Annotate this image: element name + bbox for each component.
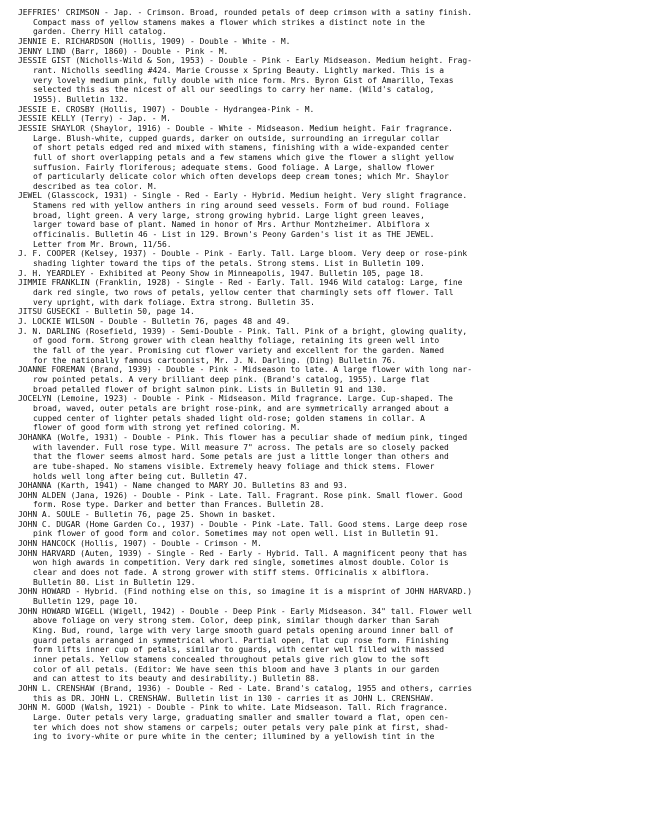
catalog-entry [18,191,644,249]
entry-first-line: J. LOCKIE WILSON - Double - Bulletin 76, pages 48 and 49. [18,317,291,326]
entry-continuation-line: won high awards in competition. Very dark red single, sometimes almost double. Color is [33,558,449,568]
entry-first-line: JESSIE SHAYLOR (Shaylor, 1916) - Double - White - Midseason. Medium height. Fair fragrance. [18,123,453,133]
entry-continuation-line: of short petals edged red and mixed with stamens, finishing with a wide-expanded center [33,143,449,153]
catalog-entry [18,394,644,433]
entry-first-line: JEWEL (Glasscock, 1931) - Single - Red - Early - Hybrid. Medium height. Very slight fragrance. [18,191,468,201]
catalog-entry [18,703,644,742]
catalog-entry [18,269,644,279]
entry-continuation-line: and can attest to its beauty and desirability.) Bulletin 88. [33,674,320,684]
entry-first-line: JITSU GUSECKI - Bulletin 50, page 14. [18,307,195,317]
entry-continuation-line: color of all petals. (Editor: We have seen this bloom and have 3 plants in our garden [33,664,440,674]
entry-first-line: JIMMIE FRANKLIN (Franklin, 1928) - Single - Red - Early. Tall. 1946 Wild catalog: Large, fine [18,278,463,288]
catalog-entry [18,249,644,268]
entry-first-line: JOHANNA (Karth, 1941) - Name changed to MARY JO. Bulletins 83 and 93. [18,481,348,491]
entry-continuation-line: selected this as the nicest of all our seedlings to carry her name. (Wild's catalog, [33,85,435,95]
catalog-entry [18,56,644,104]
entry-first-line: J. F. COOPER (Kelsey, 1937) - Double - Pink - Early. Tall. Large bloom. Very deep or rose-pink [18,249,468,259]
entry-continuation-line: Bulletin 80. List in Bulletin 129. [33,577,196,587]
entry-first-line: JESSIE E. CROSBY (Hollis, 1907) - Double - Hydrangea-Pink - M. [18,104,315,114]
entry-continuation-line: broad, waved, outer petals are bright rose-pink, and are symmetrically arranged about a [33,403,449,413]
entry-continuation-line: larger toward base of plant. Named in honor of Mrs. Arthur Montzheimer. Albiflora x [33,220,430,230]
entry-continuation-line: Compact mass of yellow stamens makes a flower which strikes a distinct note in the [33,17,425,27]
catalog-entry [18,684,644,703]
entry-first-line: J. H. YEARDLEY - Exhibited at Peony Show in Minneapolis, 1947. Bulletin 105, page 18. [18,268,425,278]
entry-continuation-line: Large. Blush-white, cupped guards, darker on outside, surrounding an irregular collar [33,133,440,143]
entry-first-line: JOHN M. GOOD (Walsh, 1921) - Double - Pink to white. Late Midseason. Tall. Rich fragrance. [18,703,449,713]
entry-continuation-line: very upright, with dark foliage. Extra strong. Bulletin 35. [33,297,315,307]
entry-continuation-line: clear and does not fade. A strong grower with stiff stems. Officinalis x albiflora. [33,568,430,578]
entry-continuation-line: garden. Cherry Hill catalog. [33,27,167,37]
entry-continuation-line: form. Rose type. Darker and better than Frances. Bulletin 28. [33,500,325,510]
entry-continuation-line: pink flower of good form and color. Sometimes may not open well. List in Bulletin 91. [33,529,440,539]
catalog-entry [18,124,644,192]
catalog-entry [18,47,644,57]
entry-continuation-line: Large. Outer petals very large, graduating smaller and smaller toward a flat, open cen- [33,712,449,722]
entry-continuation-line: very lovely medium pink, fully double with nice form. Mrs. Byron Gist of Amarillo, Texas [33,75,454,85]
entry-first-line: JOANNE FOREMAN (Brand, 1939) - Double - Pink - Midseason to late. A large flower with long nar- [18,365,472,375]
entry-first-line: JOHN HOWARD WIGELL (Wigell, 1942) - Double - Deep Pink - Early Midseason. 34" tall. Flower well [18,606,472,616]
entry-continuation-line: are tube-shaped. No stamens visible. Extremely heavy foliage and thick stems. Flower [33,461,435,471]
catalog-entry [18,365,644,394]
entry-first-line: JOHN L. CRENSHAW (Brand, 1936) - Double - Red - Late. Brand's catalog, 1955 and others, carries [18,683,472,693]
entry-first-line: JESSIE KELLY (Terry) - Jap. - M. [18,114,171,124]
entry-first-line: JOHN ALDEN (Jana, 1926) - Double - Pink - Late. Tall. Fragrant. Rose pink. Small flower. Good [18,490,463,500]
entry-continuation-line: for the nationally famous cartoonist, Mr. J. N. Darling. (Ding) Bulletin 76. [33,355,397,365]
entry-continuation-line: broad, light green. A very large, strong growing hybrid. Large light green leaves, [33,210,425,220]
catalog-entry [18,278,644,307]
entry-first-line: JOHN C. DUGAR (Home Garden Co., 1937) - Double - Pink -Late. Tall. Good stems. Large deep rose [18,519,468,529]
entry-first-line: JOHN A. SOULE - Bulletin 76, page 25. Shown in basket. [18,510,277,520]
catalog-entry [18,539,644,549]
entry-continuation-line: King. Bud, round, large with very large smooth guard petals opening around inner ball of [33,626,454,635]
entry-continuation-line: guard petals arranged in symmetrical whorl. Partial open, flat cup rose form. Finishing [33,635,449,645]
entry-first-line: JENNIE E. RICHARDSON (Hollis, 1909) - Double - White - M. [18,36,291,46]
entry-continuation-line: broad petalled flower of bright salmon pink. Lists in Bulletin 91 and 130. [33,384,387,394]
entry-continuation-line: above foliage on very strong stem. Color, deep pink, similar though darker than Sarah [33,616,440,626]
entry-continuation-line: holds well long after being cut. Bulletin 47. [33,471,249,481]
entry-continuation-line: full of short overlapping petals and a few stamens which give the flower a slight yellow [33,152,454,162]
entry-continuation-line: ing to ivory-white or pure white in the center; illumined by a yellowish tint in the [33,732,435,742]
catalog-entry [18,520,644,539]
catalog-entry [18,114,644,124]
catalog-entry [18,317,644,327]
entry-continuation-line: of good form. Strong grower with clean healthy foliage, retaining its green well into [33,336,440,346]
catalog-entry [18,307,644,317]
catalog-entry [18,549,644,588]
entry-first-line: JOCELYN (Lemoine, 1923) - Double - Pink - Midseason. Mild fragrance. Large. Cup-shaped. The [18,394,453,404]
entry-continuation-line: row pointed petals. A very brilliant deep pink. (Brand's catalog, 1955). Large flat [33,374,430,384]
entry-first-line: JOHN HOWARD - Hybrid. (Find nothing else on this, so imagine it is a misprint of JOHN HARVARD.) [18,587,472,597]
catalog-entry [18,105,644,115]
entry-continuation-line: officinalis. Bulletin 46 - List in 129. Brown's Peony Garden's list it as THE JEWEL. [33,230,435,240]
catalog-entry [18,587,644,606]
entry-continuation-line: shading lighter toward the tips of the petals. Strong stems. List in Bulletin 109. [33,259,425,269]
entry-continuation-line: suffusion. Fairly floriferous; adequate stems. Good foliage. A Large, shallow flower [33,162,435,172]
entry-continuation-line: form lifts inner cup of petals, similar to guards, with center well filled with massed [33,645,444,655]
entry-first-line: JENNY LIND (Barr, 1860) - Double - Pink - M. [18,46,229,56]
catalog-page [18,8,644,742]
entry-continuation-line: that the flower seems almost hard. Some petals are just a little longer than others and [33,452,449,462]
entry-continuation-line: dark red single, two rows of petals, yellow center that charmingly sets off flower. Tall [33,288,454,298]
entry-continuation-line: described as tea color. M. [33,181,158,191]
entry-continuation-line: 1955). Bulletin 132. [33,94,129,104]
catalog-entry [18,327,644,366]
catalog-entry [18,433,644,481]
entry-continuation-line: Letter from Mr. Brown, 11/56. [33,239,172,249]
entry-continuation-line: rant. Nicholls seedling #424. Marie Crousse x Spring Beauty. Lightly marked. This is a [33,65,444,75]
entry-first-line: JOHN HANCOCK (Hollis, 1907) - Double - Crimson - M. [18,539,262,549]
catalog-entry [18,491,644,510]
catalog-entry [18,607,644,684]
entry-continuation-line: ter which does not show stamens or carpels; outer petals very pale pink at first, shad- [33,722,449,732]
entry-continuation-line: cupped center of lighter petals shaded light old-rose; golden stamens in collar. A [33,413,425,423]
entry-continuation-line: this as DR. JOHN L. CRENSHAW. Bulletin list in 130 - carries it as JOHN L. CRENSHAW. [33,693,435,703]
entry-continuation-line: Bulletin 129, page 10. [33,597,139,607]
entry-continuation-line: flower of good form with strong yet refined coloring. M. [33,423,301,433]
entry-continuation-line: with lavender. Full rose type. Will measure 7" across. The petals are so closely packed [33,442,449,452]
entry-continuation-line: of particularly delicate color which often develops deep cream tones; which Mr. Shaylor [33,172,449,182]
entry-first-line: JOHN HARVARD (Auten, 1939) - Single - Red - Early - Hybrid. Tall. A magnificent peony that has [18,548,468,558]
catalog-entry [18,8,644,37]
entry-continuation-line: inner petals. Yellow stamens concealed throughout petals give rich glow to the soft [33,654,430,664]
entry-continuation-line: Stamens red with yellow anthers in ring around seed vessels. Form of bud round. Foliage [33,201,449,211]
catalog-entry [18,37,644,47]
catalog-entry [18,510,644,520]
entry-first-line: JEFFRIES' CRIMSON - Jap. - Crimson. Broad, rounded petals of deep crimson with a satiny finish. [18,8,472,17]
entry-first-line: JOHANKA (Wolfe, 1931) - Double - Pink. This flower has a peculiar shade of medium pink, tinged [18,432,468,442]
entry-first-line: JESSIE GIST (Nicholls-Wild & Son, 1953) - Double - Pink - Early Midseason. Medium height. Frag- [18,56,472,66]
entry-continuation-line: the fall of the year. Promising cut flower variety and excellent for the garden. Named [33,345,444,355]
catalog-entry [18,481,644,491]
entry-first-line: J. N. DARLING (Rosefield, 1939) - Semi-Double - Pink. Tall. Pink of a bright, glowing quality, [18,326,468,336]
